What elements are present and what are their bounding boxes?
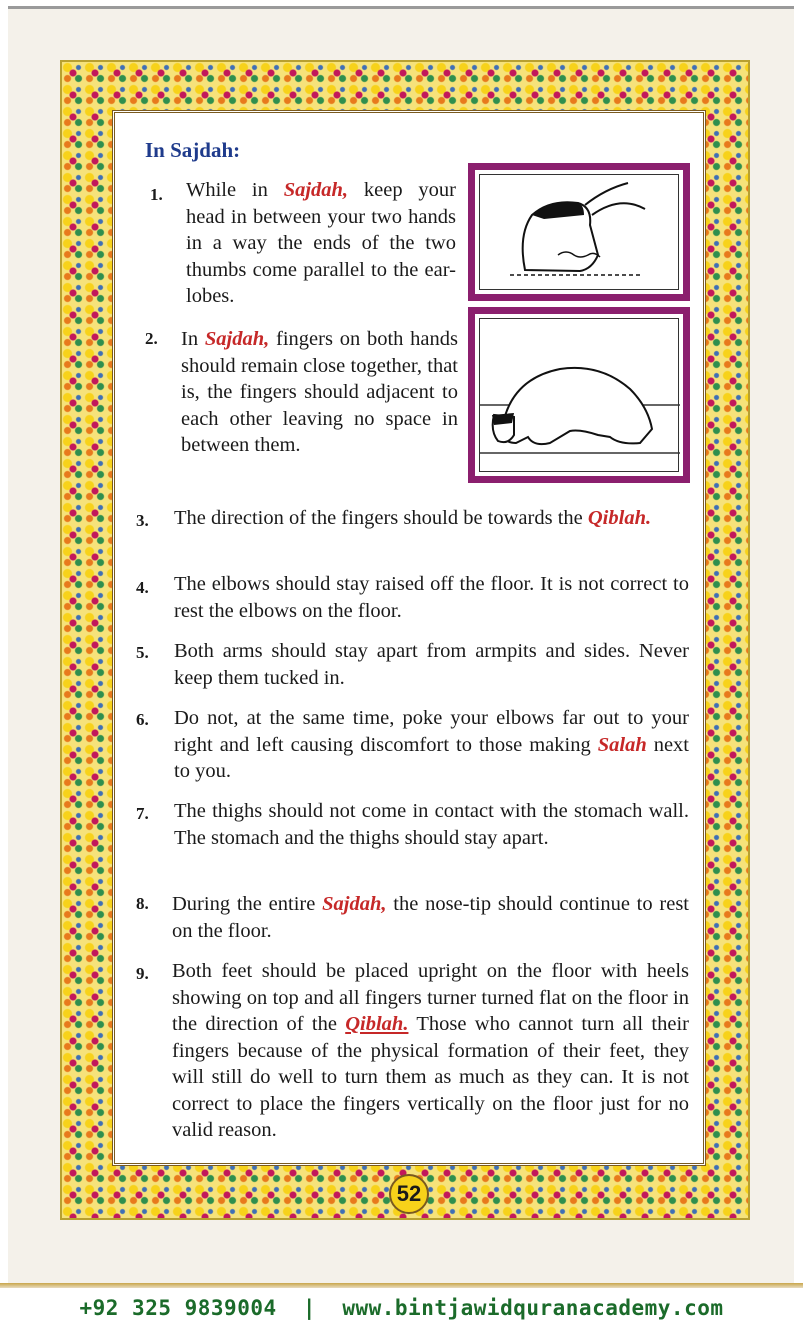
term-qiblah: Qiblah. — [345, 1013, 409, 1035]
item-number: 3. — [136, 511, 149, 530]
list-item — [174, 638, 689, 691]
list-item — [174, 705, 689, 785]
term-sajdah: Sajdah, — [322, 893, 387, 915]
prostration-sketch-icon — [480, 319, 680, 473]
list-item — [174, 798, 689, 851]
list-item — [181, 326, 458, 459]
item-text: Both feet should be placed upright on the floor with heels showing on top and all fingers turner turned flat on the floor in the direction of the — [172, 960, 689, 1035]
item-text: The direction of the fingers should be towards the — [174, 507, 588, 529]
item-number: 1. — [150, 185, 163, 204]
item-number: 5. — [136, 643, 149, 662]
list-item — [172, 891, 689, 944]
page-number: 52 — [389, 1174, 429, 1214]
term-sajdah: Sajdah, — [204, 328, 270, 350]
footer-contact: +92 325 9839004 | www.bintjawidquranacademy.com — [79, 1296, 724, 1320]
item-number: 6. — [136, 710, 149, 729]
item-text: keep your head in between your two hands in a way the ends of the two thumbs come parallel to the ear-lobes. — [186, 179, 456, 307]
list-item — [174, 571, 689, 624]
item-text: Both arms should stay apart from armpits and sides. Never keep them tucked in. — [174, 640, 689, 689]
list-item — [174, 505, 689, 532]
item-number: 8. — [136, 894, 149, 913]
content-area — [120, 116, 700, 1162]
head-between-hands-illustration — [468, 163, 690, 301]
item-text: fingers on both hands should remain close together, that is, the fingers should adjacent to each other leaving no space in between them. — [181, 328, 459, 456]
item-number: 9. — [136, 964, 149, 983]
list-item — [186, 177, 456, 310]
term-sajdah: Sajdah, — [283, 179, 349, 201]
item-text: Do not, at the same time, poke your elbows far out to your right and left causing discomfort to those making — [174, 707, 689, 756]
item-text: The elbows should stay raised off the floor. It is not correct to rest the elbows on the floor. — [174, 573, 689, 622]
list-item — [172, 958, 689, 1144]
item-text: the nose-tip should continue to rest on the floor. — [172, 893, 689, 942]
item-text: next to you. — [174, 733, 690, 782]
term-salah: Salah — [597, 733, 647, 756]
item-text: While in — [186, 179, 284, 201]
item-number: 4. — [136, 578, 149, 597]
item-number: 2. — [145, 329, 158, 348]
item-number: 7. — [136, 804, 149, 823]
item-text: The thighs should not come in contact with the stomach wall. The stomach and the thighs should stay apart. — [174, 800, 689, 849]
section-heading: In Sajdah: — [145, 138, 241, 162]
head-sketch-icon — [480, 175, 680, 291]
term-qiblah: Qiblah. — [587, 507, 652, 529]
page-edge — [0, 1283, 803, 1288]
item-text: Those who cannot turn all their fingers because of the physical formation of their feet, they will still do well to turn them as much as they can. It is not correct to place the fingers vertically on the floor just for no valid reason. — [172, 1013, 689, 1141]
prostration-illustration — [468, 307, 690, 483]
item-text: In — [181, 328, 205, 350]
item-text: During the entire — [172, 893, 323, 915]
